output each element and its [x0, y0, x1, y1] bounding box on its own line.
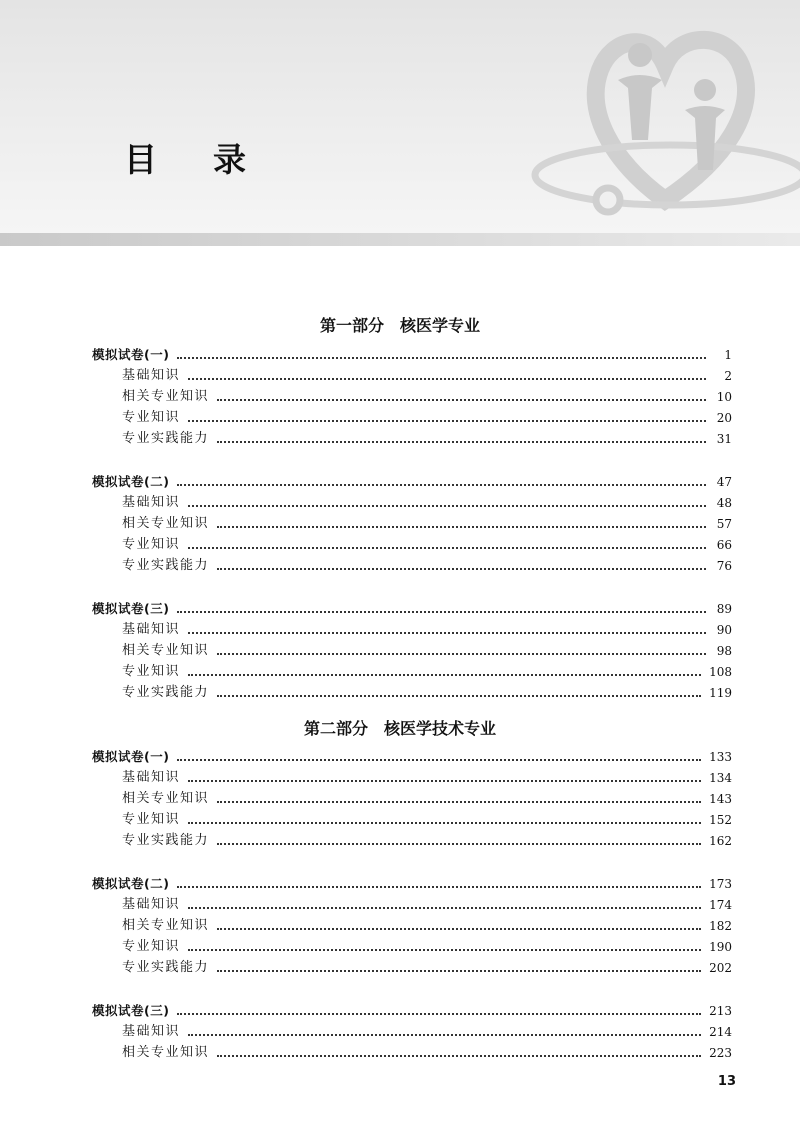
toc-page-number: 174 — [709, 898, 732, 912]
toc-page-number: 98 — [716, 644, 732, 658]
toc-page-number: 134 — [709, 771, 732, 785]
toc-entry-label: 模拟试卷(一) — [92, 347, 170, 362]
toc-subentry[interactable] — [122, 1022, 732, 1040]
toc-subentry-label: 相关专业知识 — [122, 918, 210, 933]
dot-leader — [217, 1055, 701, 1057]
toc-subentry-label: 基础知识 — [122, 897, 181, 912]
toc-subentry[interactable] — [122, 958, 732, 976]
toc-page-number: 223 — [709, 1046, 732, 1060]
toc-subentry-label: 相关专业知识 — [122, 791, 210, 806]
toc-subentry-label: 专业实践能力 — [122, 431, 210, 446]
toc-subentry[interactable] — [122, 1043, 732, 1061]
dot-leader — [188, 420, 706, 422]
dot-leader — [177, 611, 706, 613]
toc-page-number: 143 — [709, 792, 732, 806]
stethoscope-heart-family-icon — [530, 10, 800, 225]
dot-leader — [217, 928, 701, 930]
toc-page-number: 133 — [709, 750, 732, 764]
toc-subentry-label: 相关专业知识 — [122, 643, 210, 658]
toc-subentry-label: 相关专业知识 — [122, 1045, 210, 1060]
dot-leader — [188, 547, 706, 549]
toc-subentry-label: 基础知识 — [122, 368, 181, 383]
toc-page-number: 10 — [716, 390, 732, 404]
toc-page-number: 214 — [709, 1025, 732, 1039]
toc-subentry-label: 专业知识 — [122, 664, 181, 679]
dot-leader — [188, 1034, 701, 1036]
dot-leader — [188, 378, 706, 380]
toc-entry[interactable] — [92, 345, 732, 363]
toc-page-number: 2 — [724, 369, 732, 383]
dot-leader — [188, 907, 701, 909]
dot-leader — [177, 759, 701, 761]
toc-subentry[interactable] — [122, 789, 732, 807]
toc-entry-label: 模拟试卷(三) — [92, 1003, 170, 1018]
dot-leader — [217, 843, 701, 845]
section-title: 第二部分 核医学技术专业 — [303, 719, 496, 738]
toc-page-number: 182 — [709, 919, 732, 933]
toc-subentry-label: 专业实践能力 — [122, 960, 210, 975]
dot-leader — [177, 484, 706, 486]
dot-leader — [188, 780, 701, 782]
toc-subentry[interactable] — [122, 895, 732, 913]
dot-leader — [188, 632, 706, 634]
dot-leader — [217, 695, 701, 697]
toc-page-number: 173 — [709, 877, 732, 891]
toc-subentry[interactable] — [122, 620, 732, 638]
dot-leader — [217, 970, 701, 972]
toc-page-number: 152 — [709, 813, 732, 827]
toc-page-number: 213 — [709, 1004, 732, 1018]
toc-subentry-label: 基础知识 — [122, 770, 181, 785]
toc-subentry[interactable] — [122, 429, 732, 447]
toc-page-number: 1 — [724, 348, 732, 362]
toc-entry-label: 模拟试卷(一) — [92, 749, 170, 764]
toc-entry[interactable] — [92, 747, 732, 765]
toc-subentry-label: 专业知识 — [122, 939, 181, 954]
toc-subentry[interactable] — [122, 556, 732, 574]
toc-subentry[interactable] — [122, 366, 732, 384]
toc-entry-label: 模拟试卷(二) — [92, 876, 170, 891]
toc-subentry-label: 专业实践能力 — [122, 685, 210, 700]
toc-entry[interactable] — [92, 1001, 732, 1019]
toc-subentry-label: 基础知识 — [122, 1024, 181, 1039]
toc-subentry[interactable] — [122, 831, 732, 849]
toc-page-number: 57 — [716, 517, 732, 531]
page-title: 目录 — [124, 140, 302, 179]
toc-entry-label: 模拟试卷(三) — [92, 601, 170, 616]
header-divider — [0, 233, 800, 246]
dot-leader — [177, 1013, 701, 1015]
toc-subentry[interactable] — [122, 514, 732, 532]
toc-page-number: 90 — [716, 623, 732, 637]
toc-subentry-label: 基础知识 — [122, 622, 181, 637]
toc-page-number: 108 — [709, 665, 732, 679]
dot-leader — [177, 357, 706, 359]
toc-page-number: 20 — [716, 411, 732, 425]
dot-leader — [217, 526, 706, 528]
toc-subentry-label: 专业实践能力 — [122, 833, 210, 848]
dot-leader — [188, 949, 701, 951]
toc-subentry-label: 专业知识 — [122, 410, 181, 425]
toc-page-number: 162 — [709, 834, 732, 848]
toc-page-number: 48 — [716, 496, 732, 510]
toc-subentry[interactable] — [122, 768, 732, 786]
toc-subentry-label: 相关专业知识 — [122, 516, 210, 531]
toc-page-number: 190 — [709, 940, 732, 954]
toc-page-number: 76 — [716, 559, 732, 573]
dot-leader — [217, 399, 706, 401]
dot-leader — [188, 822, 701, 824]
toc-page-number: 119 — [709, 686, 732, 700]
toc-subentry[interactable] — [122, 408, 732, 426]
toc-page-number: 89 — [716, 602, 732, 616]
toc-subentry-label: 专业知识 — [122, 537, 181, 552]
toc-subentry[interactable] — [122, 535, 732, 553]
toc-entry[interactable] — [92, 599, 732, 617]
page-number: 13 — [717, 1074, 736, 1089]
dot-leader — [217, 653, 706, 655]
toc-subentry[interactable] — [122, 493, 732, 511]
section-title: 第一部分 核医学专业 — [319, 316, 480, 335]
dot-leader — [188, 674, 701, 676]
toc-subentry[interactable] — [122, 387, 732, 405]
toc-subentry[interactable] — [122, 641, 732, 659]
toc-subentry[interactable] — [122, 662, 732, 680]
toc-subentry-label: 专业知识 — [122, 812, 181, 827]
toc-subentry-label: 专业实践能力 — [122, 558, 210, 573]
toc-page-number: 31 — [716, 432, 732, 446]
toc-page-number: 66 — [716, 538, 732, 552]
toc-subentry-label: 相关专业知识 — [122, 389, 210, 404]
toc-subentry[interactable] — [122, 937, 732, 955]
toc-subentry-label: 基础知识 — [122, 495, 181, 510]
dot-leader — [188, 505, 706, 507]
dot-leader — [217, 801, 701, 803]
toc-subentry[interactable] — [122, 916, 732, 934]
toc-entry[interactable] — [92, 874, 732, 892]
toc-entry-label: 模拟试卷(二) — [92, 474, 170, 489]
dot-leader — [217, 441, 706, 443]
toc-subentry[interactable] — [122, 683, 732, 701]
dot-leader — [177, 886, 701, 888]
toc-page-number: 47 — [716, 475, 732, 489]
toc-page-number: 202 — [709, 961, 732, 975]
toc-entry[interactable] — [92, 472, 732, 490]
dot-leader — [217, 568, 706, 570]
toc-subentry[interactable] — [122, 810, 732, 828]
